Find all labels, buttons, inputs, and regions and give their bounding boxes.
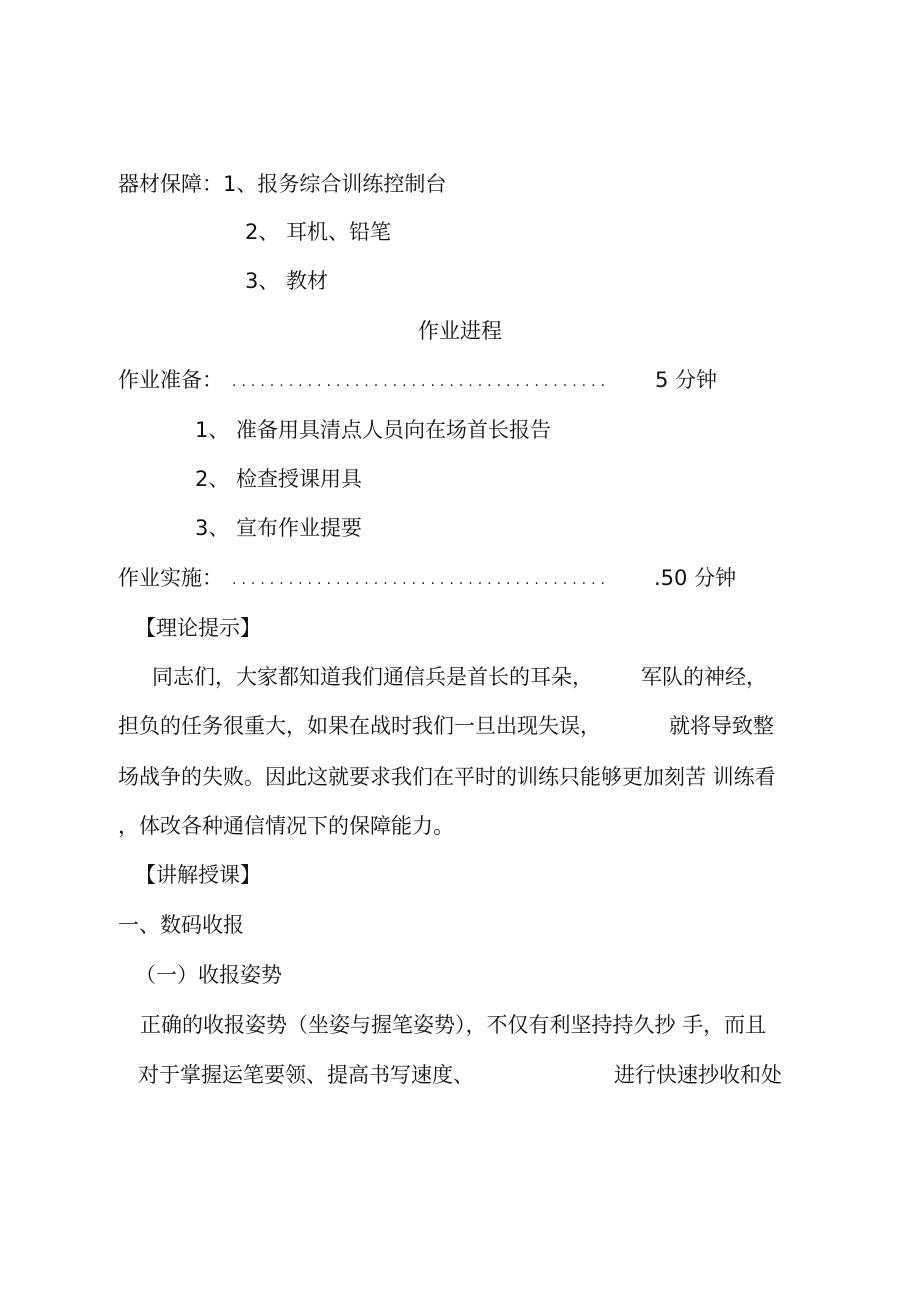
lecture-heading: 【讲解授课】 bbox=[135, 863, 261, 887]
prep-step-1: 1、 准备用具清点人员向在场首长报告 bbox=[195, 418, 552, 442]
impl-label: 作业实施： bbox=[118, 566, 223, 590]
theory-heading: 【理论提示】 bbox=[135, 616, 261, 640]
prep-leader-dots: ........................................ bbox=[232, 374, 611, 390]
theory-paragraph-line-2a: 担负的任务很重大，如果在战时我们一旦出现失误， bbox=[118, 714, 601, 738]
equipment-item-3: 3、 教材 bbox=[245, 269, 329, 293]
theory-paragraph-line-3: 场战争的失败。因此这就要求我们在平时的训练只能够更加刻苦 训练看 bbox=[118, 765, 776, 789]
equipment-line bbox=[118, 170, 446, 198]
equipment-label: 器材保障： bbox=[118, 172, 223, 196]
section-heading-digital-reception: 一、数码收报 bbox=[118, 913, 244, 937]
equipment-item-2: 2、 耳机、铅笔 bbox=[245, 220, 392, 244]
progress-title: 作业进程 bbox=[418, 319, 502, 343]
posture-paragraph-line-1: 正确的收报姿势（坐姿与握笔姿势），不仅有利坚持持久抄 手，而且 bbox=[140, 1013, 767, 1037]
prep-step-2: 2、 检查授课用具 bbox=[195, 467, 363, 491]
impl-leader-dots: ........................................ bbox=[232, 572, 611, 588]
impl-time: .50 分钟 bbox=[654, 566, 737, 590]
posture-paragraph-line-2a: 对于掌握运笔要领、提高书写速度、 bbox=[138, 1063, 474, 1087]
equipment-item-1: 1、报务综合训练控制台 bbox=[223, 172, 447, 196]
theory-paragraph-line-1a: 同志们，大家都知道我们通信兵是首长的耳朵， bbox=[152, 665, 593, 689]
posture-paragraph-line-2b: 进行快速抄收和处 bbox=[614, 1063, 782, 1087]
theory-paragraph-line-2b: 就将导致整 bbox=[669, 714, 774, 738]
theory-paragraph-line-1b: 军队的神经， bbox=[641, 665, 767, 689]
prep-step-3: 3、 宣布作业提要 bbox=[195, 516, 363, 540]
subsection-heading-posture: （一）收报姿势 bbox=[135, 963, 282, 987]
theory-paragraph-line-4: ，体改各种通信情况下的保障能力。 bbox=[118, 814, 454, 838]
prep-time: 5 分钟 bbox=[655, 368, 718, 392]
prep-label: 作业准备： bbox=[118, 368, 223, 392]
